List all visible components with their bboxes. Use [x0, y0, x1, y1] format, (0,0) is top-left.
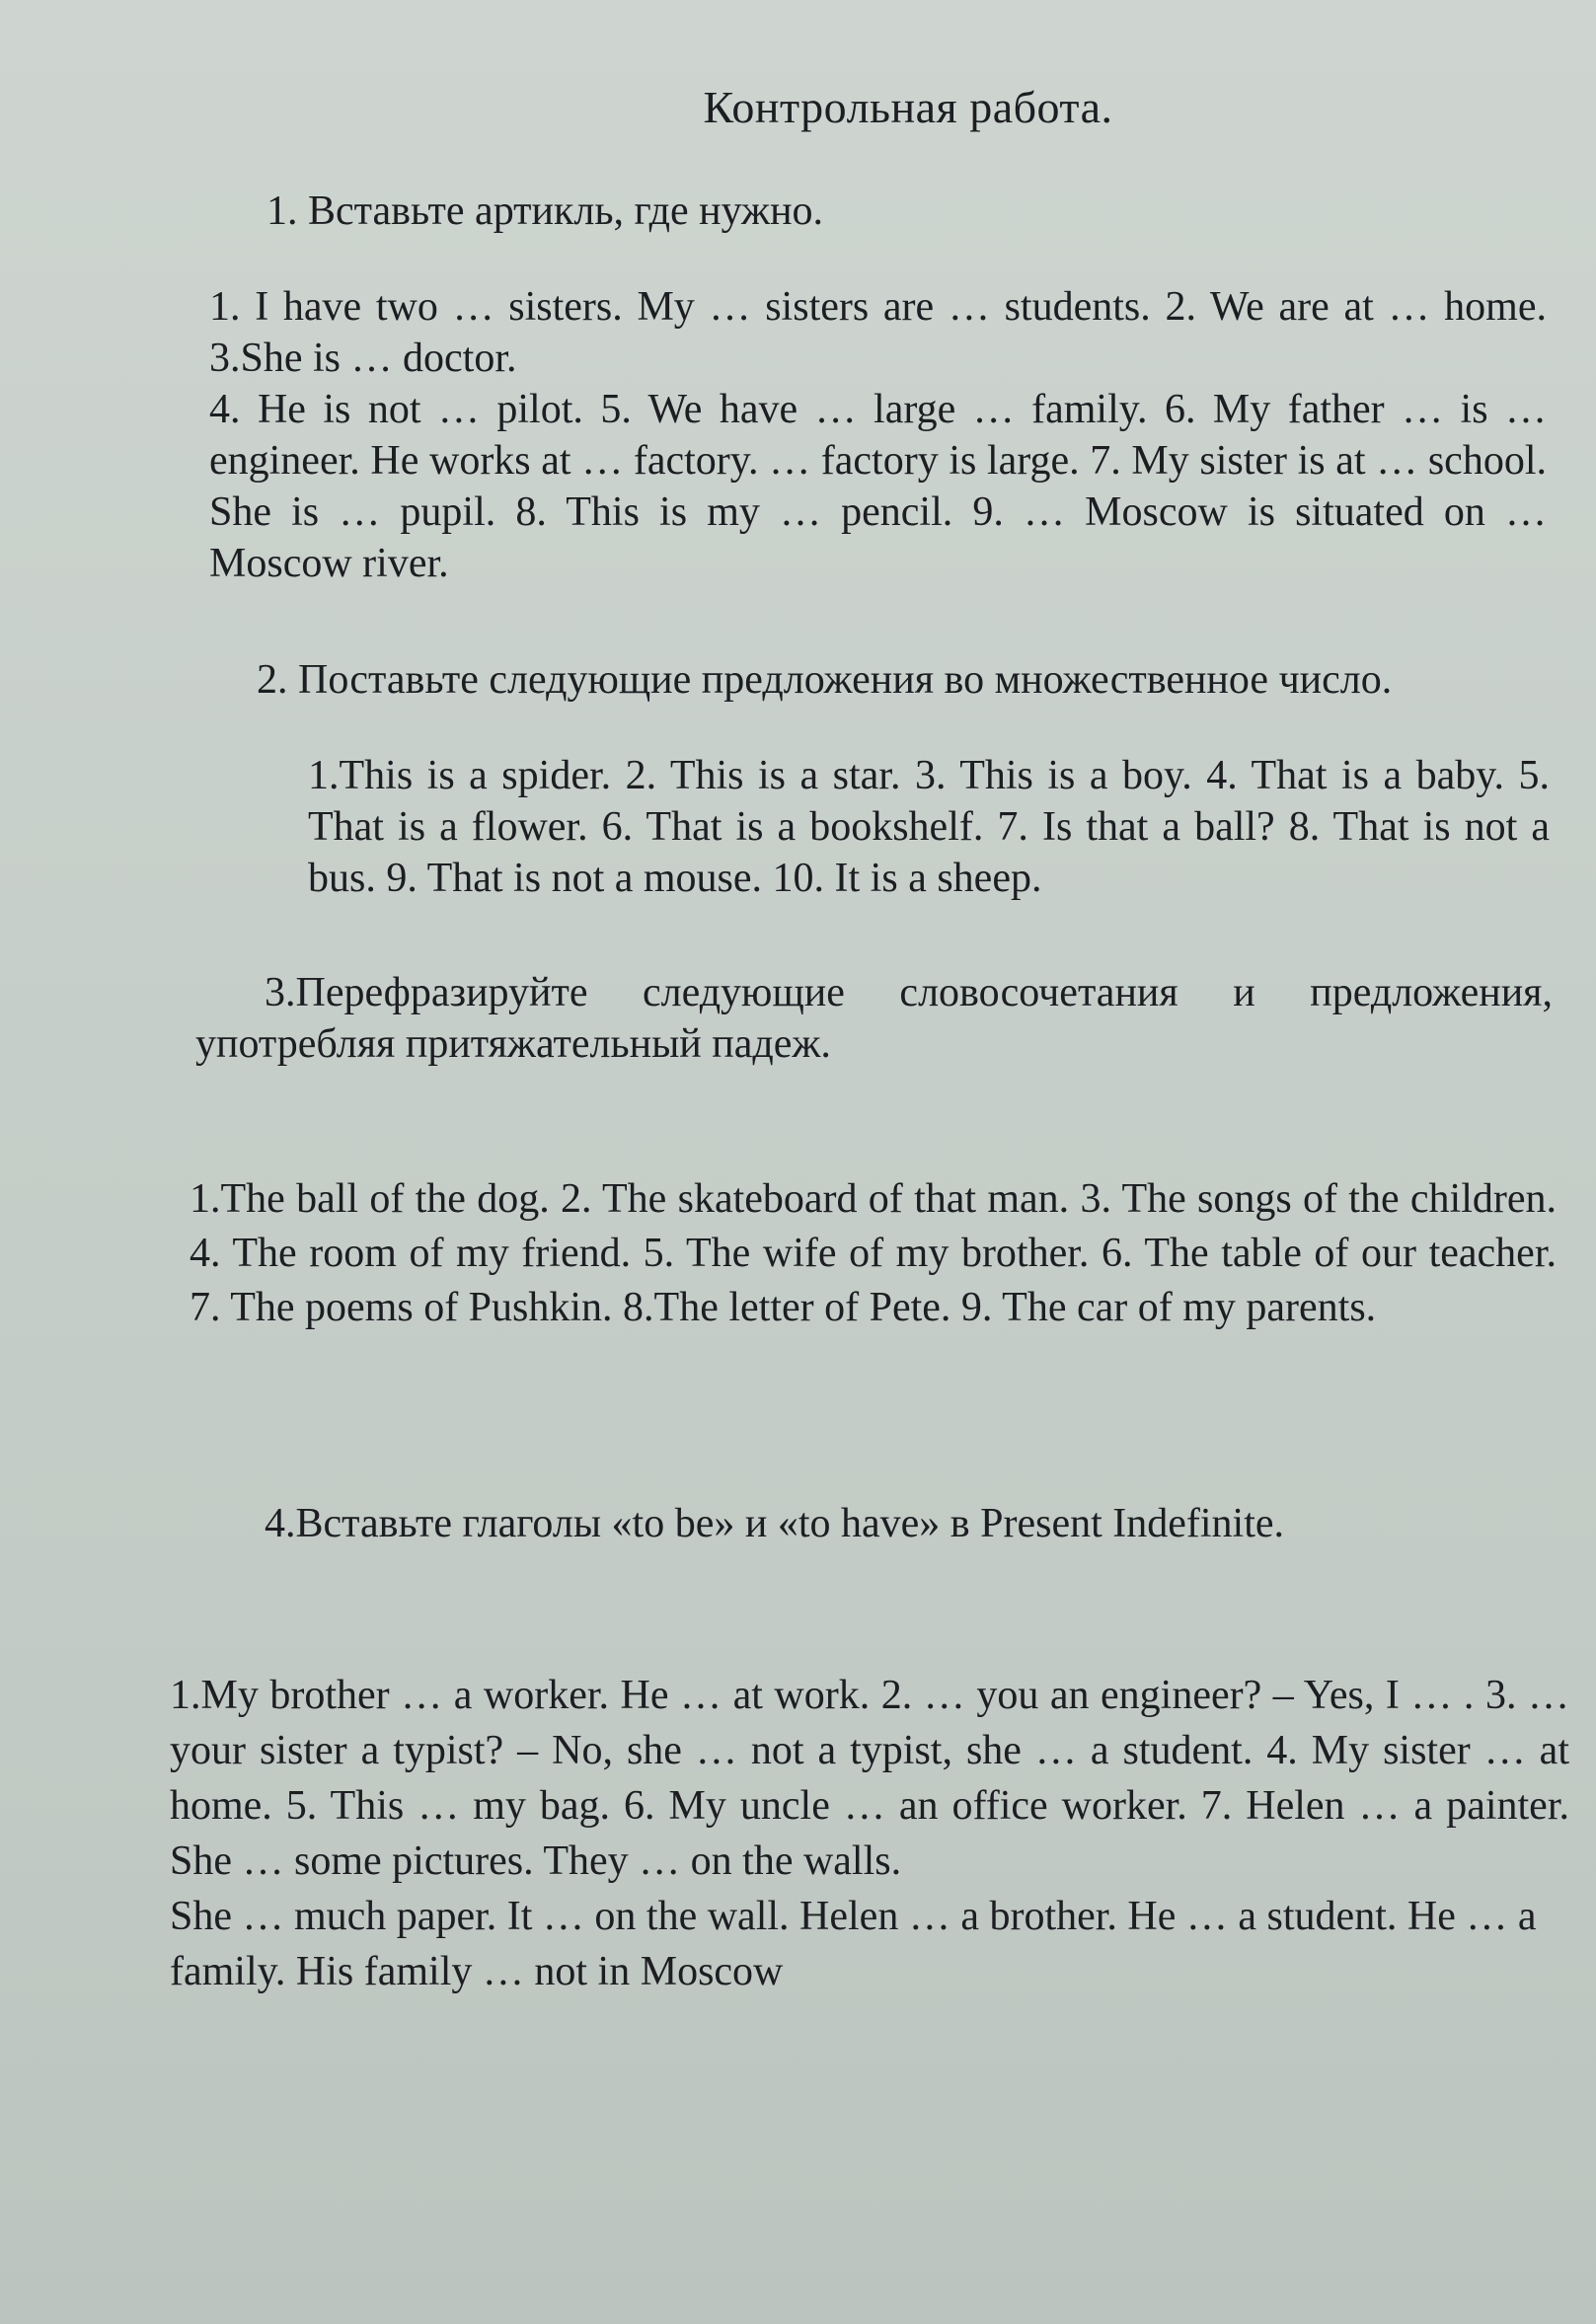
exercise-paragraph: She … much paper. It … on the wall. Helen … a brother. He … a student. He … a family. His family … not in Moscow: [170, 1894, 1537, 1994]
section-1-exercise: [209, 281, 1547, 589]
section-4-heading: 4.Вставьте глаголы «to be» и «to have» в Present Indefinite.: [265, 1501, 1285, 1546]
page-title: Контрольная работа.: [703, 82, 1113, 132]
exercise-paragraph: 1.The ball of the dog. 2. The skateboard of that man. 3. The songs of the children. 4. The room of my friend. 5. The wife of my brother. 6. The table of our teacher. 7. The poems of Pushkin. 8.The letter of Pete. 9. The car of my parents.: [190, 1176, 1557, 1330]
section-4-exercise: [170, 1668, 1569, 1999]
section-1-heading: 1. Вставьте артикль, где нужно.: [266, 188, 824, 234]
exercise-paragraph: 4. He is not … pilot. 5. We have … large … family. 6. My father … is … engineer. He works at … factory. … factory is large. 7. My sister is at … school. She is … pupil. 8. This is my … pencil. 9. … Moscow is situated on … Moscow river.: [209, 387, 1547, 586]
section-2-heading: 2. Поставьте следующие предложения во множественное число.: [257, 657, 1393, 703]
exercise-paragraph: 1.This is a spider. 2. This is a star. 3. This is a boy. 4. That is a baby. 5. That is a flower. 6. That is a bookshelf. 7. Is that a ball? 8. That is not a bus. 9. That is not a mouse. 10. It is a sheep.: [308, 753, 1550, 901]
section-2-exercise: [308, 750, 1550, 904]
section-3-heading: 3.Перефразируйте следующие словосочетания и предложения, употребляя притяжательный падеж.: [195, 970, 1553, 1067]
exercise-paragraph: 1.My brother … a worker. He … at work. 2. … you an engineer? – Yes, I … . 3. … your sister a typist? – No, she … not a typist, she … a student. 4. My sister … at home. 5. This … my bag. 6. My uncle … an office worker. 7. Helen … a painter. She … some pictures. They … on the walls.: [170, 1673, 1569, 1884]
section-3-exercise: [190, 1172, 1557, 1335]
exercise-paragraph: 1. I have two … sisters. My … sisters are … students. 2. We are at … home. 3.She is … doctor.: [209, 284, 1547, 381]
